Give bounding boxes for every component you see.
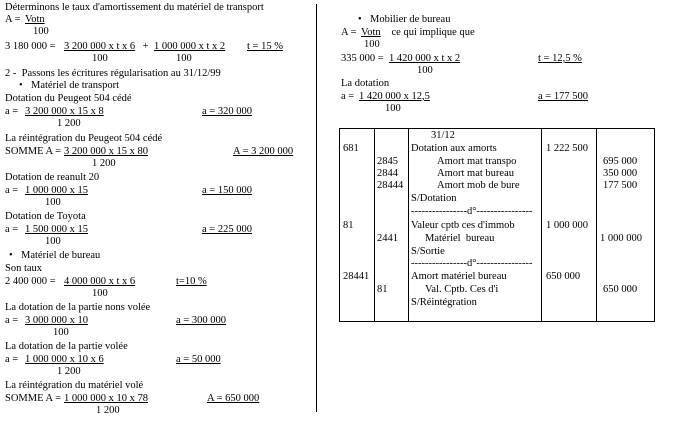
label-partie-non-volee: La dotation de la partie nons volée [5, 302, 151, 313]
formula-prefix: A = [5, 14, 24, 25]
result-rate: t=10 % [176, 276, 207, 287]
credit-amount: 1 000 000 [600, 233, 642, 244]
credit-label: Amort mat bureau [437, 168, 514, 179]
equation-prefix: 2 400 000 = [5, 276, 59, 287]
formula-denominator: 100 [53, 327, 69, 338]
result-value: a = 225 000 [202, 224, 252, 235]
result-value: A = 650 000 [207, 393, 260, 404]
section-heading: 2 - Passons les écritures régularisation au 31/12/99 [5, 68, 221, 79]
credit-label: Amort mob de bure [437, 180, 520, 191]
col-divider-2 [408, 129, 409, 321]
formula-numerator: 1 500 000 x 15 [25, 224, 88, 235]
label-reintegration-vole: La réintégration du matériel volé [5, 380, 144, 391]
subheading-transport: • Matériel de transport [31, 80, 119, 92]
credit-label: Val. Cptb. Ces d'i [425, 284, 499, 295]
result-value: a = 300 000 [176, 315, 226, 326]
entry-label: Dotation aux amorts [411, 143, 497, 154]
result-rate: t = 15 % [247, 41, 283, 52]
formula-numerator: 3 200 000 x 15 x 8 [25, 106, 104, 117]
credit-account: 28444 [377, 180, 404, 191]
equation-plus: + [140, 41, 152, 52]
formula-denominator: 1 200 [96, 405, 120, 416]
formula-denominator: 100 [45, 236, 61, 247]
column-divider [316, 4, 317, 412]
formula-numerator: 1 420 000 x 12,5 [359, 91, 430, 102]
label-son-taux: Son taux [5, 263, 43, 274]
credit-label: Amort mat transpo [437, 156, 517, 167]
result-value: a = 177 500 [538, 91, 588, 102]
result-value: a = 320 000 [202, 106, 252, 117]
formula-denominator: 1 200 [57, 118, 81, 129]
equation-term: 4 000 000 x t x 6 [64, 276, 136, 287]
formula-prefix: SOMME A = [5, 393, 64, 404]
col-divider-4 [596, 129, 597, 321]
formula-denominator: 1 200 [92, 158, 116, 169]
col-divider-3 [541, 129, 542, 321]
formula-numerator: 1 000 000 x 15 [25, 185, 88, 196]
entry-reference: S/Réintégration [411, 297, 477, 308]
credit-amount: 695 000 [603, 156, 638, 167]
heading-taux: Déterminons le taux d'amortissement du matériel de transport [5, 2, 264, 13]
credit-account: 2845 [377, 156, 398, 167]
formula-denominator: 100 [364, 39, 380, 50]
debit-amount: 1 000 000 [546, 220, 588, 231]
credit-amount: 350 000 [603, 168, 638, 179]
equation-term: 1 420 000 x t x 2 [389, 53, 461, 64]
formula-denominator: 100 [45, 197, 61, 208]
formula-prefix: a = [341, 91, 357, 102]
label-reintegration-peugeot: La réintégration du Peugeot 504 cédé [5, 133, 163, 144]
entry-reference: S/Sortie [411, 246, 445, 257]
debit-amount: 650 000 [546, 271, 581, 282]
entry-separator: ----------------d°---------------- [411, 206, 533, 217]
label-dotation-peugeot: Dotation du Peugeot 504 cédé [5, 93, 132, 104]
debit-amount: 1 222 500 [546, 143, 588, 154]
entry-label: Amort matériel bureau [411, 271, 507, 282]
journal-date: 31/12 [431, 130, 455, 141]
formula-numerator: 1 000 000 x 10 x 78 [64, 393, 148, 404]
equation-denominator: 100 [92, 288, 108, 299]
result-value: a = 150 000 [202, 185, 252, 196]
formula-prefix: a = [5, 224, 21, 235]
entry-separator: ----------------d°---------------- [411, 258, 533, 269]
formula-prefix: SOMME A = [5, 146, 64, 157]
equation-denominator2: 100 [176, 53, 192, 64]
formula-prefix: a = [5, 185, 21, 196]
equation-prefix: 3 180 000 = [5, 41, 59, 52]
journal-table [339, 128, 655, 322]
formula-numerator: Votn [25, 14, 45, 25]
credit-account: 2844 [377, 168, 398, 179]
equation-term1: 3 200 000 x t x 6 [64, 41, 136, 52]
subheading-mobilier: • Mobilier de bureau [370, 14, 450, 26]
label-dotation-toyota: Dotation de Toyota [5, 211, 86, 222]
equation-prefix: 335 000 = [341, 53, 387, 64]
formula-prefix: a = [5, 106, 21, 117]
formula-numerator: 3 200 000 x 15 x 80 [64, 146, 148, 157]
formula-numerator: 1 000 000 x 10 x 6 [25, 354, 104, 365]
formula-numerator: Votn [361, 27, 381, 38]
equation-denominator: 100 [417, 65, 433, 76]
credit-account: 2441 [377, 233, 398, 244]
formula-prefix: a = [5, 315, 21, 326]
debit-account: 81 [343, 220, 354, 231]
equation-term2: 1 000 000 x t x 2 [154, 41, 226, 52]
debit-account: 681 [343, 143, 359, 154]
formula-prefix: A = [341, 27, 360, 38]
formula-prefix: a = [5, 354, 21, 365]
col-divider-1 [374, 129, 375, 321]
credit-amount: 650 000 [603, 284, 638, 295]
label-la-dotation: La dotation [341, 78, 390, 89]
entry-label: Valeur cptb ces d'immob [411, 220, 515, 231]
subheading-bureau: • Matériel de bureau [21, 250, 100, 262]
credit-account: 81 [377, 284, 388, 295]
result-value: a = 50 000 [176, 354, 221, 365]
label-dotation-renault: Dotation de reanult 20 [5, 172, 100, 183]
credit-amount: 177 500 [603, 180, 638, 191]
formula-denominator: 100 [33, 26, 49, 37]
result-value: A = 3 200 000 [233, 146, 294, 157]
formula-comment: ce qui implique que [381, 27, 475, 38]
formula-numerator: 3 000 000 x 10 [25, 315, 88, 326]
formula-denominator: 1 200 [57, 366, 81, 377]
debit-account: 28441 [343, 271, 370, 282]
equation-denominator1: 100 [92, 53, 108, 64]
formula-denominator: 100 [385, 103, 401, 114]
result-rate: t = 12,5 % [538, 53, 582, 64]
entry-reference: S/Dotation [411, 193, 457, 204]
credit-label: Matériel bureau [425, 233, 495, 244]
label-partie-volee: La dotation de la partie volée [5, 341, 128, 352]
